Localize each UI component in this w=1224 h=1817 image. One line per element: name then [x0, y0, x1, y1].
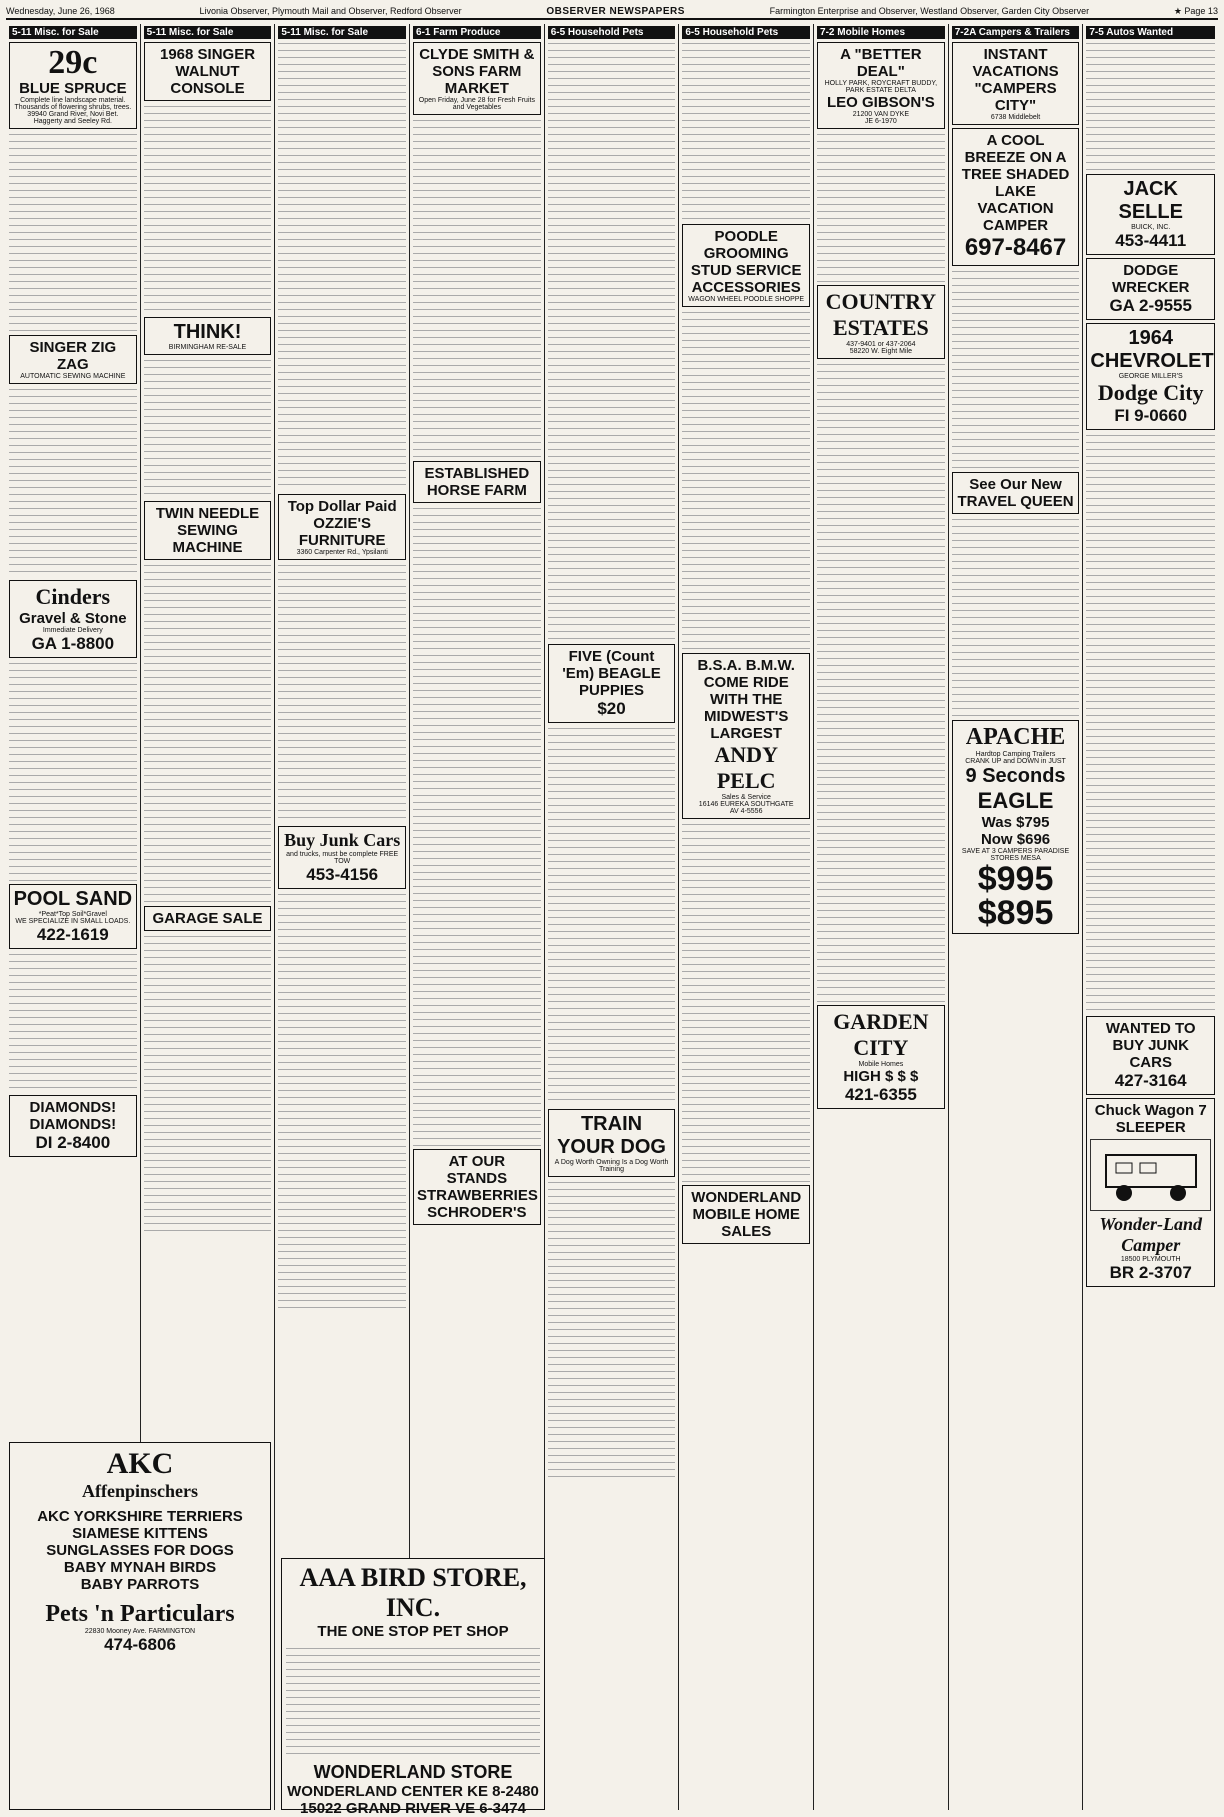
pool-sand-sub2: WE SPECIALIZE IN SMALL LOADS. [15, 918, 131, 925]
issue-date: Wednesday, June 26, 1968 [6, 6, 115, 16]
spruce-price: 29c [48, 44, 98, 81]
strawberries-title: STRAWBERRIES [417, 1187, 538, 1204]
classified-lines [278, 892, 406, 1312]
garage-title: GARAGE SALE [152, 910, 263, 927]
garden-high: HIGH $ $ $ [843, 1068, 919, 1085]
section-header: 6-1 Farm Produce [413, 26, 541, 39]
classified-lines [413, 118, 541, 458]
camper-icon [1096, 1145, 1206, 1205]
autos-wanted-phone: 427-3164 [1114, 1071, 1187, 1090]
andy-address: 16146 EUREKA SOUTHGATE [698, 801, 794, 808]
travel-queen-ad [952, 472, 1080, 514]
classified-lines [682, 310, 810, 650]
papers-left: Livonia Observer, Plymouth Mail and Observer, Redford Observer [199, 6, 462, 16]
parrots-line: BABY PARROTS [80, 1576, 200, 1593]
garage-sale-ad [144, 906, 272, 931]
buy-junk-sub: and trucks, must be complete FREE TOW [286, 851, 399, 865]
clyde-title: CLYDE SMITH & SONS FARM MARKET [419, 46, 535, 97]
come-ride: COME RIDE WITH THE MIDWEST'S LARGEST [703, 674, 789, 742]
twin-title: TWIN NEEDLE SEWING MACHINE [155, 505, 260, 556]
think-ad [144, 317, 272, 355]
classified-lines [1086, 41, 1215, 171]
dodge-phone: GA 2-9555 [1109, 296, 1192, 315]
dodgecity-phone: FI 9-0660 [1114, 406, 1188, 425]
country-address: 58220 W. Eight Mile [849, 348, 912, 355]
schroder-title: SCHRODER'S [427, 1204, 527, 1221]
pool-sand-ad [9, 884, 137, 949]
aaa-bird-ad [281, 1558, 545, 1817]
poodle-title: POODLE GROOMING STUD SERVICE ACCESSORIES [690, 228, 802, 296]
top-dollar-title: Top Dollar Paid [287, 498, 397, 515]
campers-paradise: SAVE AT 3 CAMPERS PARADISE STORES MESA [961, 848, 1070, 862]
classified-lines [144, 104, 272, 314]
instant-vacations-ad [952, 42, 1080, 125]
classified-lines [548, 1180, 676, 1480]
classified-lines [682, 41, 810, 221]
travel-queen-title: See Our New TRAVEL QUEEN [957, 476, 1074, 510]
buy-junk-phone: 453-4156 [306, 865, 379, 884]
section-header: 5-11 Misc. for Sale [278, 26, 406, 39]
classified-lines [9, 132, 137, 332]
bsa-title: B.S.A. B.M.W. [697, 657, 795, 674]
country-title: COUNTRY ESTATES [825, 289, 937, 340]
classified-lines [144, 934, 272, 1234]
classified-lines [952, 269, 1080, 469]
cinders-title-2: Gravel & Stone [19, 610, 127, 627]
cinders-ad [9, 580, 137, 658]
country-phone: 437-9401 or 437-2064 [846, 341, 916, 348]
ozzie-address: 3360 Carpenter Rd., Ypsilanti [296, 549, 388, 556]
autos-wanted-title: WANTED TO BUY JUNK CARS [1105, 1020, 1196, 1071]
wonderland-store-title: WONDERLAND STORE [313, 1762, 513, 1782]
pets-address: 22830 Mooney Ave. FARMINGTON [84, 1628, 196, 1635]
top-dollar-ad [278, 494, 406, 560]
section-header: 6-5 Household Pets [682, 26, 810, 39]
classified-lines [278, 563, 406, 823]
apache-title: APACHE [965, 724, 1066, 750]
column-7 [814, 24, 949, 1810]
dodge-city-ad [1086, 323, 1215, 430]
column-9 [1083, 24, 1218, 1810]
think-title: THINK! [173, 321, 242, 343]
strawberries-ad [413, 1149, 541, 1225]
aaabird-title: AAA BIRD STORE, INC. [299, 1563, 527, 1622]
blue-spruce-ad [9, 42, 137, 129]
garden-title: GARDEN CITY [833, 1009, 929, 1060]
wonderland-center: WONDERLAND CENTER KE 8-2480 [287, 1783, 539, 1800]
bsa-ad [682, 653, 810, 819]
jack-title: JACK SELLE [1118, 178, 1183, 223]
cinders-sub: Immediate Delivery [42, 627, 103, 634]
garden-sub: Mobile Homes [858, 1061, 904, 1068]
section-header: 7-2 Mobile Homes [817, 26, 945, 39]
ozzie-title: OZZIE'S FURNITURE [298, 515, 386, 549]
akc-title: AKC [106, 1447, 174, 1480]
jack-sub: BUICK, INC. [1131, 224, 1171, 231]
wonderland-mobile-title: WONDERLAND MOBILE HOME SALES [691, 1189, 802, 1240]
console-title: 1968 SINGER WALNUT CONSOLE [159, 46, 256, 97]
classified-lines [144, 563, 272, 903]
chuck-wagon-ad [1086, 1098, 1215, 1287]
singer-console-ad [144, 42, 272, 101]
column-3 [275, 24, 410, 1810]
zigzag-ad [9, 335, 137, 384]
twin-needle-ad [144, 501, 272, 560]
price-995: $995 [977, 860, 1054, 898]
stands-title: AT OUR STANDS [446, 1153, 508, 1187]
buy-junk-ad [278, 826, 406, 889]
andy-title: ANDY PELC [714, 742, 778, 793]
spruce-title: BLUE SPRUCE [19, 80, 127, 97]
column-8 [949, 24, 1084, 1810]
classified-lines [548, 726, 676, 1106]
classified-lines [1086, 433, 1215, 1013]
horse-farm-title: ESTABLISHED HORSE FARM [424, 465, 530, 499]
wonderland-camper-title: Wonder-Land Camper [1099, 1214, 1203, 1255]
siamese-line: SIAMESE KITTENS [72, 1525, 208, 1542]
diamonds-title: DIAMONDS! DIAMONDS! [29, 1099, 117, 1133]
clyde-sub: Open Friday, June 28 for Fresh Fruits and Vegetables [418, 97, 535, 111]
garden-city-ad [817, 1005, 945, 1109]
chuck-title: Chuck Wagon 7 SLEEPER [1094, 1102, 1207, 1136]
diamonds-phone: DI 2-8400 [35, 1133, 111, 1152]
leo-title: LEO GIBSON'S [826, 94, 935, 111]
classified-lines [952, 517, 1080, 717]
train-sub: A Dog Worth Owning Is a Dog Worth Training [554, 1159, 669, 1173]
leo-phone: JE 6-1970 [864, 118, 897, 125]
buy-junk-title: Buy Junk Cars [284, 830, 401, 850]
classified-lines [9, 387, 137, 577]
yorkshire-line: AKC YORKSHIRE TERRIERS [37, 1508, 243, 1525]
cinders-phone: GA 1-8800 [31, 634, 115, 653]
section-header: 5-11 Misc. for Sale [9, 26, 137, 39]
onestop-line: THE ONE STOP PET SHOP [317, 1623, 509, 1640]
classified-lines [682, 822, 810, 1182]
section-header: 7-5 Autos Wanted [1086, 26, 1215, 39]
vacation-title: VACATION CAMPER [977, 200, 1054, 234]
dodgecity-title: Dodge City [1097, 380, 1204, 405]
wonderland-mobile-ad [682, 1185, 810, 1244]
section-header: 5-11 Misc. for Sale [144, 26, 272, 39]
page-number: ★ Page 13 [1173, 5, 1218, 16]
was-price: Was $795 [981, 814, 1050, 831]
better-title: A "BETTER DEAL" [840, 46, 922, 80]
wonderland-address: 15022 GRAND RIVER VE 6-3474 [300, 1800, 526, 1817]
cool-breeze-ad [952, 128, 1080, 266]
horse-farm-ad [413, 461, 541, 503]
autos-wanted-ad [1086, 1016, 1215, 1095]
column-4 [410, 24, 545, 1810]
clyde-smith-ad [413, 42, 541, 115]
camper-illustration [1090, 1139, 1211, 1211]
classified-lines [817, 362, 945, 1002]
zigzag-title: SINGER ZIG ZAG [29, 339, 117, 373]
classified-lines [144, 358, 272, 498]
vacation-phone: 697-8467 [964, 234, 1067, 261]
beagle-ad [548, 644, 676, 723]
pets-phone: 474-6806 [104, 1635, 176, 1654]
dodge-wrecker-ad [1086, 258, 1215, 320]
wonderland-camper-address: 18500 PLYMOUTH [1120, 1256, 1181, 1263]
campers-city-title: "CAMPERS CITY" [974, 80, 1057, 114]
jack-selle-ad [1086, 174, 1215, 255]
poodle-sub: WAGON WHEEL POODLE SHOPPE [688, 296, 805, 303]
affenpinscher-ad [9, 1442, 271, 1810]
mynah-line: BABY MYNAH BIRDS [63, 1559, 217, 1576]
classified-lines [9, 952, 137, 1092]
cool-breeze-title: A COOL BREEZE ON A TREE SHADED LAKE [961, 132, 1070, 200]
nine-seconds: 9 Seconds [965, 765, 1066, 787]
classified-lines [286, 1646, 540, 1756]
spruce-text: Complete line landscape material. Thousands of flowering shrubs, trees. [14, 97, 132, 111]
zigzag-sub: AUTOMATIC SEWING MACHINE [20, 373, 126, 380]
better-sub: HOLLY PARK, ROYCRAFT BUDDY, PARK ESTATE DELTA [824, 80, 938, 94]
now-price: Now $696 [980, 831, 1051, 848]
instant-title: INSTANT VACATIONS [972, 46, 1059, 80]
classified-lines [817, 132, 945, 282]
leo-address: 21200 VAN DYKE [852, 111, 910, 118]
akc-sub: Affenpinschers [82, 1481, 198, 1501]
wonderland-camper-phone: BR 2-3707 [1109, 1263, 1192, 1282]
chev64-title: 1964 CHEVROLET [1090, 327, 1214, 372]
apache-sub: Hardtop Camping Trailers [975, 751, 1056, 758]
column-5 [545, 24, 680, 1810]
beagle-title: FIVE (Count 'Em) BEAGLE PUPPIES [562, 648, 661, 699]
pool-sand-sub: *Peat*Top Soil*Gravel [38, 911, 107, 918]
better-deal-ad [817, 42, 945, 129]
section-header: 6-5 Household Pets [548, 26, 676, 39]
classified-lines [548, 41, 676, 641]
train-title: TRAIN YOUR DOG [557, 1113, 666, 1158]
pets-title: Pets 'n Particulars [45, 1601, 235, 1627]
section-header: 7-2A Campers & Trailers [952, 26, 1080, 39]
pool-sand-title: POOL SAND [13, 888, 133, 910]
jack-phone: 453-4411 [1115, 231, 1187, 250]
classified-lines [413, 506, 541, 1146]
george-title: GEORGE MILLER'S [1118, 373, 1183, 380]
classified-lines [278, 41, 406, 491]
pool-sand-phone: 422-1619 [36, 925, 109, 944]
dodge-title: DODGE WRECKER [1111, 262, 1190, 296]
price-895: $895 [977, 894, 1054, 932]
masthead [6, 4, 1218, 20]
eagle-title: EAGLE [977, 788, 1054, 813]
cinders-title: Cinders [35, 584, 111, 609]
andy-sub: Sales & Service [721, 794, 771, 801]
paper-title: OBSERVER NEWSPAPERS [546, 5, 685, 17]
poodle-ad [682, 224, 810, 307]
campers-address: 6738 Middlebelt [990, 114, 1041, 121]
diamonds-ad [9, 1095, 137, 1157]
think-sub: BIRMINGHAM RE-SALE [168, 344, 247, 351]
spruce-address: 39940 Grand River, Novi Bet. Haggerty and Seeley Rd. [27, 111, 119, 125]
garden-phone: 421-6355 [844, 1085, 917, 1104]
apache-ad [952, 720, 1080, 934]
andy-phone: AV 4-5556 [729, 808, 763, 815]
train-dog-ad [548, 1109, 676, 1177]
apache-sub2: CRANK UP and DOWN in JUST [965, 758, 1066, 765]
country-estates-ad [817, 285, 945, 359]
sunglasses-line: SUNGLASSES FOR DOGS [46, 1542, 234, 1559]
classified-lines [9, 661, 137, 881]
beagle-price: $20 [597, 699, 626, 718]
papers-right: Farmington Enterprise and Observer, Westland Observer, Garden City Observer [769, 6, 1090, 16]
column-6 [679, 24, 814, 1810]
